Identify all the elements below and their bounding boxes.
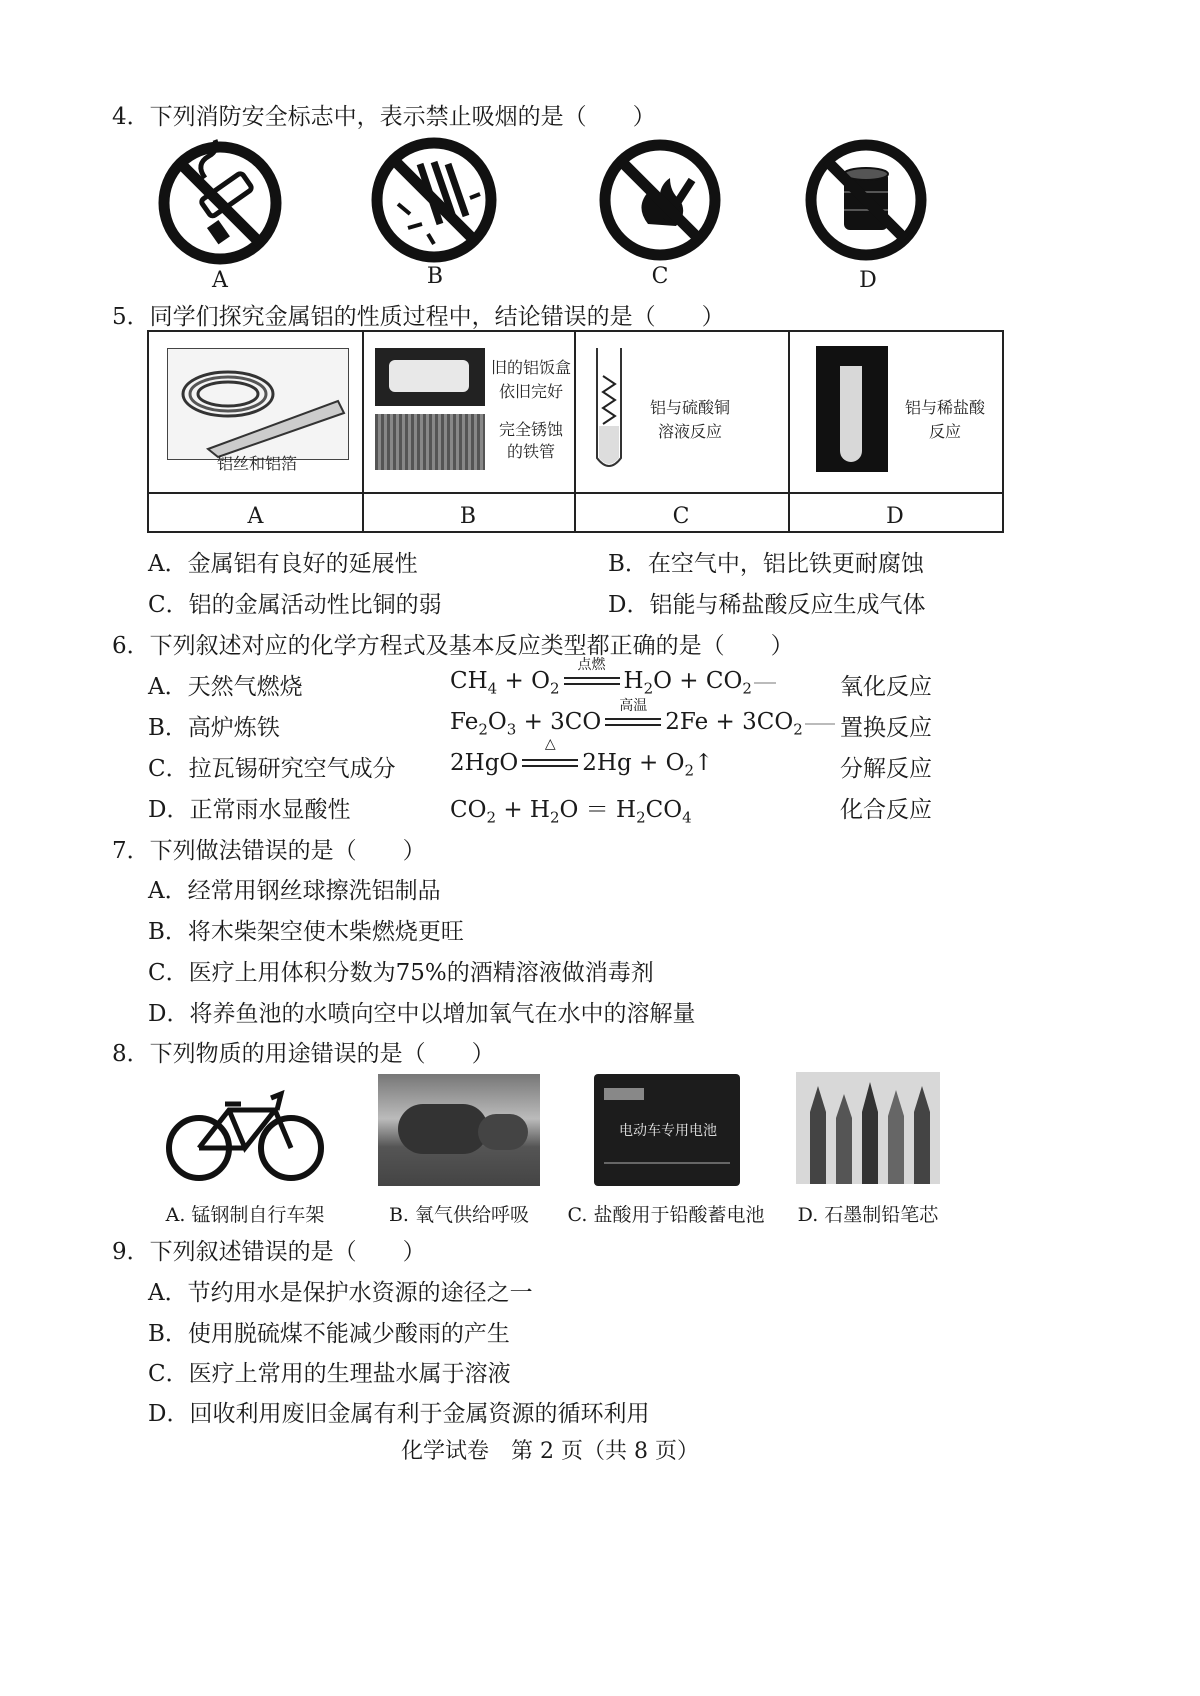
q6-row-c-equation: 2HgO △ $2Hg + O_2↑$ [450, 736, 714, 780]
no-open-flame-sign [596, 136, 724, 264]
q5-experiment-table [147, 330, 1004, 533]
q6-row-d-type: 化合反应 [840, 797, 932, 823]
no-flammables-sign [802, 136, 930, 264]
q5-option-a: A．金属铝有良好的延展性 [148, 551, 418, 577]
q6-row-b-condition: 高温 [619, 698, 648, 714]
cell-b-top-line1: 旧的铝饭盒 [490, 358, 571, 377]
q6-row-b-equation: $Fe_2O_3 + 3CO$ 高温 $2Fe + 3CO_2$ [450, 709, 835, 739]
q5-col-b: B [459, 504, 477, 529]
q5-col-d: D [886, 504, 904, 529]
q6-row-b-desc: B．高炉炼铁 [148, 715, 280, 741]
q5-option-b: B．在空气中，铝比铁更耐腐蚀 [608, 551, 924, 577]
q6-row-c-type: 分解反应 [840, 756, 932, 782]
q7-option-c: C．医疗上用体积分数为75%的酒精溶液做消毒剂 [148, 960, 654, 986]
q7-option-d: D．将养鱼池的水喷向空中以增加氧气在水中的溶解量 [148, 1001, 696, 1027]
q9-option-c: C．医疗上常用的生理盐水属于溶液 [148, 1361, 511, 1387]
q4-label-b: B [426, 264, 444, 289]
page-footer: 化学试卷 第 2 页（共 8 页） [401, 1439, 699, 1464]
pencils-photo [796, 1072, 940, 1184]
q5-option-d: D．铝能与稀盐酸反应生成气体 [608, 592, 926, 618]
q6-row-a-equation: $CH_4 + O_2$ 点燃 $H_2O + CO_2$ [450, 668, 776, 698]
cell-d-line1: 铝与稀盐酸 [904, 398, 985, 417]
q6-row-d-equation: $CO_2 + H_2O = H_2CO_4$ [450, 797, 692, 827]
q8-caption-c: C. 盐酸用于铅酸蓄电池 [567, 1204, 765, 1226]
cell-d-line2: 反应 [928, 422, 961, 441]
trees-landscape-photo [378, 1074, 540, 1186]
q6-row-c-condition: △ [544, 736, 556, 752]
q5-col-a: A [247, 504, 264, 529]
q6-row-c-desc: C．拉瓦锡研究空气成分 [148, 756, 396, 782]
q6-stem: 6．下列叙述对应的化学方程式及基本反应类型都正确的是（ ） [112, 633, 794, 659]
q6-row-a-type: 氧化反应 [840, 674, 932, 700]
q9-stem: 9．下列叙述错误的是（ ） [112, 1239, 426, 1265]
q6-row-a-condition: 点燃 [577, 657, 606, 673]
q5-option-c: C．铝的金属活动性比铜的弱 [148, 592, 442, 618]
cell-b-top-line2: 依旧完好 [498, 382, 563, 401]
q5-col-c: C [672, 504, 690, 529]
q6-row-a-desc: A．天然气燃烧 [148, 674, 303, 700]
q8-stem: 8．下列物质的用途错误的是（ ） [112, 1041, 495, 1067]
q7-option-b: B．将木柴架空使木柴燃烧更旺 [148, 919, 464, 945]
q7-option-a: A．经常用钢丝球擦洗铝制品 [148, 878, 441, 904]
rusted-iron-pipe-photo [375, 414, 485, 470]
cell-a-caption: 铝丝和铝箔 [216, 454, 297, 473]
q9-option-a: A．节约用水是保护水资源的途径之一 [148, 1280, 533, 1306]
bicycle-photo [165, 1074, 325, 1186]
q5-stem: 5．同学们探究金属铝的性质过程中，结论错误的是（ ） [112, 304, 725, 330]
cell-b-bottom-line1: 完全锈蚀 [498, 420, 563, 439]
q4-label-a: A [212, 268, 228, 293]
cell-b-bottom-line2: 的铁管 [506, 442, 555, 461]
q9-option-d: D．回收利用废旧金属有利于金属资源的循环利用 [148, 1401, 650, 1427]
q6-row-d-desc: D．正常雨水显酸性 [148, 797, 351, 823]
battery-label: 电动车专用电池 [619, 1123, 717, 1139]
q8-caption-d: D. 石墨制铅笔芯 [797, 1204, 939, 1226]
old-lunchbox-photo [375, 348, 485, 406]
q8-caption-a: A. 锰钢制自行车架 [165, 1204, 325, 1226]
test-tube-copper-sulfate [589, 346, 629, 478]
aluminum-wire-foil-photo [167, 348, 349, 460]
q9-option-b: B．使用脱硫煤不能减少酸雨的产生 [148, 1321, 510, 1347]
test-tube-hydrochloric-acid [816, 346, 888, 472]
q4-stem: 4．下列消防安全标志中，表示禁止吸烟的是（ ） [112, 104, 656, 130]
cell-c-line1: 铝与硫酸铜 [649, 398, 730, 417]
q7-stem: 7．下列做法错误的是（ ） [112, 838, 426, 864]
q6-row-b-type: 置换反应 [840, 715, 932, 741]
lead-acid-battery-photo [594, 1074, 740, 1186]
no-fireworks-sign [368, 134, 500, 266]
q4-label-d: D [859, 268, 877, 293]
q8-caption-b: B. 氧气供给呼吸 [388, 1204, 530, 1226]
no-smoking-sign [155, 138, 285, 268]
cell-c-line2: 溶液反应 [657, 422, 722, 441]
q4-label-c: C [651, 264, 669, 289]
